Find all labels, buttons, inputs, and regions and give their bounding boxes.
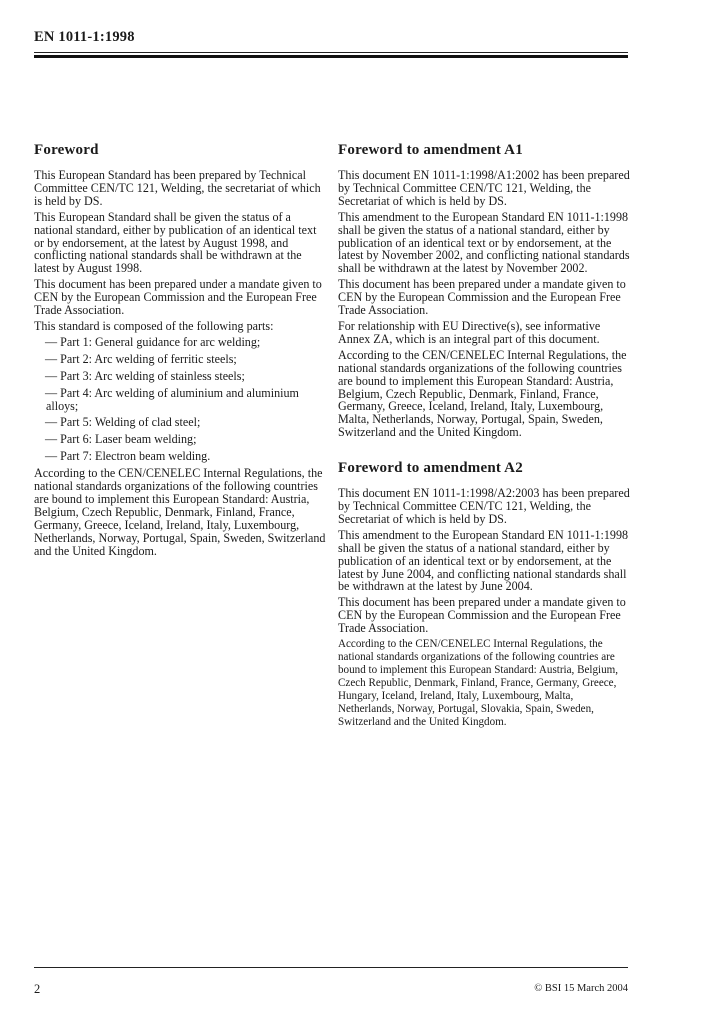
amendment-a1-heading: Foreword to amendment A1 xyxy=(338,142,523,158)
right-column xyxy=(338,141,630,731)
amendment-a2-paragraph: This amendment to the European Standard EN 1011-1:1998 shall be given the status of a national standard, either by publication of an identical text or by endorsement, at the latest by June 2004, and conflicting national standards shall be withdrawn at the latest by June 2004. xyxy=(338,527,629,594)
parts-list xyxy=(34,336,326,463)
foreword-paragraph: This standard is composed of the following parts: xyxy=(34,318,274,333)
amendment-a1-paragraph: This document has been prepared under a mandate given to CEN by the European Commission and the European Free Trade Association. xyxy=(338,277,626,318)
standard-id: EN 1011-1:1998 xyxy=(34,29,135,45)
foreword-heading: Foreword xyxy=(34,142,99,158)
amendment-a2-paragraph: This document EN 1011-1:1998/A2:2003 has been prepared by Technical Committee CEN/TC 121, Welding, the Secretariat of which is held by DS. xyxy=(338,486,630,526)
header-rule-thin xyxy=(34,52,628,53)
foreword-closing-paragraph: According to the CEN/CENELEC Internal Regulations, the national standards organizations of the following countries are bound to implement this European Standard: Austria, Belgium, Czech Republic, Denmark, Finland, France, Germany, Greece, Iceland, Ireland, Italy, Luxembourg, Netherlands, Norway, Portugal, Spain, Sweden, Switzerland and the United Kingdom. xyxy=(34,466,326,558)
parts-list-item: — Part 2: Arc welding of ferritic steels; xyxy=(45,351,237,366)
foreword-paragraph: This European Standard shall be given the status of a national standard, either by publication of an identical text or by endorsement, at the latest by August 1998, and conflicting national standards shall be withdrawn at the latest by August 1998. xyxy=(34,209,317,276)
left-column xyxy=(34,141,326,560)
amendment-a1-paragraph: This amendment to the European Standard EN 1011-1:1998 shall be given the status of a national standard, either by publication of an identical text or by endorsement, at the latest by November 2002, and conflicting national standards shall be withdrawn at the latest by November 2002. xyxy=(338,209,630,276)
amendment-a1-paragraph: For relationship with EU Directive(s), see informative Annex ZA, which is an integral part of this document. xyxy=(338,318,601,346)
parts-list-item: — Part 5: Welding of clad steel; xyxy=(45,415,201,430)
amendment-a2-paragraph: This document has been prepared under a mandate given to CEN by the European Commission and the European Free Trade Association. xyxy=(338,595,626,636)
foreword-paragraph: This document has been prepared under a mandate given to CEN by the European Commission and the European Free Trade Association. xyxy=(34,277,322,318)
parts-list-item: — Part 1: General guidance for arc welding; xyxy=(45,334,261,349)
amendment-a2-heading: Foreword to amendment A2 xyxy=(338,460,523,477)
footer-rule xyxy=(34,967,628,968)
amendment-a1-paragraph: According to the CEN/CENELEC Internal Regulations, the national standards organizations of the following countries are bound to implement this European Standard: Austria, Belgium, Czech Republic, Denmark, Finland, France, Germany, Greece, Iceland, Ireland, Italy, Luxembourg, Malta, Netherlands, Norway, Portugal, Spain, Sweden, Switzerland and the United Kingdom. xyxy=(338,347,627,440)
copyright-notice: © BSI 15 March 2004 xyxy=(534,983,628,994)
foreword-paragraph: This European Standard has been prepared by Technical Committee CEN/TC 121, Welding, the secretariat of which is held by DS. xyxy=(34,168,321,208)
amendment-a1-paragraph: This document EN 1011-1:1998/A1:2002 has been prepared by Technical Committee CEN/TC 121, Welding, the Secretariat of which is held by DS. xyxy=(338,168,630,208)
amendment-a2-paragraph: According to the CEN/CENELEC Internal Regulations, the national standards organizations of the following countries are bound to implement this European Standard: Austria, Belgium, Czech Republic, Denmark, Finland, France, Germany, Greece, Hungary, Iceland, Ireland, Italy, Luxembourg, Malta, Netherlands, Norway, Portugal, Slovakia, Spain, Sweden, Switzerland and the United Kingdom. xyxy=(338,638,619,728)
parts-list-item: — Part 7: Electron beam welding. xyxy=(45,449,211,464)
page-number: 2 xyxy=(34,982,41,996)
parts-list-item: — Part 6: Laser beam welding; xyxy=(45,432,197,447)
parts-list-item: — Part 4: Arc welding of aluminium and aluminium alloys; xyxy=(45,385,299,413)
parts-list-item: — Part 3: Arc welding of stainless steels; xyxy=(45,368,245,383)
header-rule-thick xyxy=(34,55,628,58)
